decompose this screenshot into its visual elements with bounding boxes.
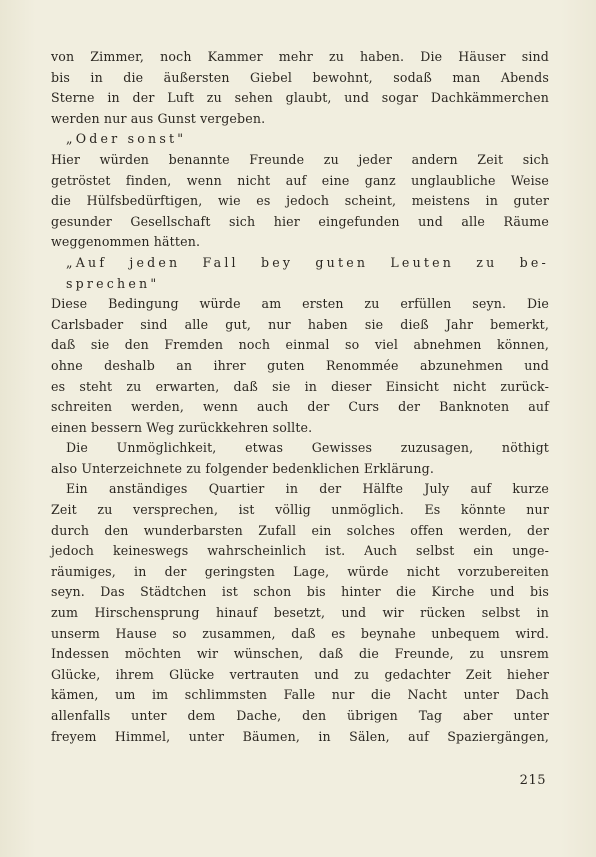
text-line: Die Unmöglichkeit, etwas Gewisses zuzusagen, nöthigt: [66, 440, 549, 456]
text-line: bis in die äußersten Giebel bewohnt, sodaß man Abends: [51, 69, 549, 85]
text-line: weggenommen hätten.: [51, 234, 201, 250]
section-heading: „Oder sonst": [66, 131, 187, 147]
text-line: Glücke, ihrem Glücke vertrauten und zu gedachter Zeit hieher: [51, 666, 549, 682]
text-line: Indessen möchten wir wünschen, daß die Freunde, zu unsrem: [51, 646, 549, 662]
text-line: getröstet finden, wenn nicht auf eine ganz unglaubliche Weise: [51, 172, 549, 188]
text-line: räumiges, in der geringsten Lage, würde nicht vorzubereiten: [51, 563, 549, 579]
body-text: [51, 47, 549, 747]
text-line: werden nur aus Gunst vergeben.: [51, 110, 266, 126]
text-line: einen bessern Weg zurückkehren sollte.: [51, 419, 313, 435]
section-heading: „Auf jeden Fall bey guten Leuten zu be-: [66, 254, 549, 270]
text-line: die Hülfsbedürftigen, wie es jedoch scheint, meistens in guter: [51, 193, 549, 209]
text-line: Zeit zu versprechen, ist völlig unmöglich. Es könnte nur: [51, 502, 549, 518]
section-heading: sprechen": [66, 275, 160, 291]
text-line: Hier würden benannte Freunde zu jeder andern Zeit sich: [51, 151, 549, 167]
text-line: kämen, um im schlimmsten Falle nur die Nacht unter Dach: [51, 687, 549, 703]
text-line: Diese Bedingung würde am ersten zu erfüllen seyn. Die: [51, 296, 549, 312]
text-line: es steht zu erwarten, daß sie in dieser Einsicht nicht zurück-: [51, 378, 549, 394]
text-line: daß sie den Fremden noch einmal so viel abnehmen können,: [51, 337, 549, 353]
text-line: Ein anständiges Quartier in der Hälfte July auf kurze: [66, 481, 549, 497]
text-line: also Unterzeichnete zu folgender bedenklichen Erklärung.: [51, 460, 435, 476]
text-line: jedoch keineswegs wahrscheinlich ist. Auch selbst ein unge-: [51, 543, 549, 559]
text-line: Sterne in der Luft zu sehen glaubt, und sogar Dachkämmerchen: [51, 90, 549, 106]
text-line: allenfalls unter dem Dache, den übrigen Tag aber unter: [51, 708, 549, 723]
page-number: 215: [519, 773, 546, 788]
text-line: zum Hirschensprung hinauf besetzt, und wir rücken selbst in: [51, 605, 549, 621]
text-line: unserm Hause so zusammen, daß es beynahe unbequem wird.: [51, 625, 549, 641]
text-line: von Zimmer, noch Kammer mehr zu haben. Die Häuser sind: [51, 49, 549, 64]
text-line: freyem Himmel, unter Bäumen, in Sälen, auf Spaziergängen,: [51, 728, 549, 744]
text-line: Carlsbader sind alle gut, nur haben sie dieß Jahr bemerkt,: [51, 316, 549, 332]
text-line: schreiten werden, wenn auch der Curs der Banknoten auf: [51, 399, 549, 415]
text-line: gesunder Gesellschaft sich hier eingefunden und alle Räume: [51, 213, 549, 229]
text-line: ohne deshalb an ihrer guten Renommée abzunehmen und: [51, 357, 549, 373]
text-line: seyn. Das Städtchen ist schon bis hinter die Kirche und bis: [51, 584, 549, 600]
text-line: durch den wunderbarsten Zufall ein solches offen werden, der: [51, 522, 549, 538]
